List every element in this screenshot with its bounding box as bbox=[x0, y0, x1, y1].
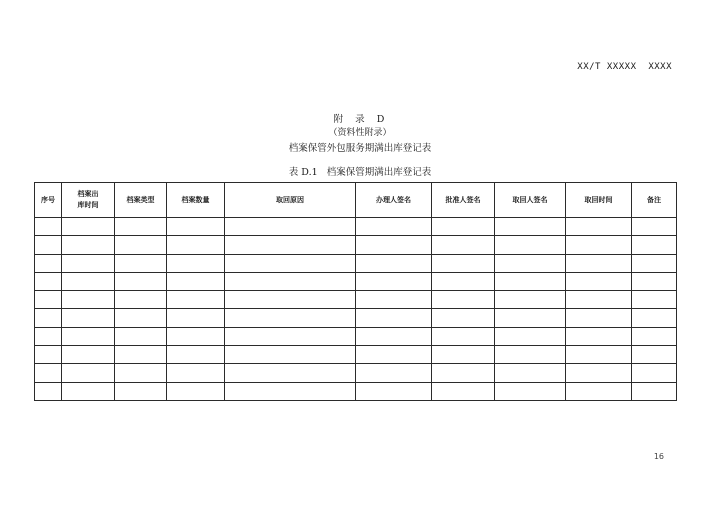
table-cell bbox=[167, 291, 225, 309]
table-cell bbox=[356, 291, 432, 309]
table-cell bbox=[35, 236, 62, 254]
table-cell bbox=[356, 218, 432, 236]
table-cell bbox=[62, 254, 115, 272]
col-header-archive-type: 档案类型 bbox=[115, 183, 167, 218]
table-cell bbox=[432, 364, 495, 382]
table-cell bbox=[495, 218, 566, 236]
table-cell bbox=[566, 346, 632, 364]
table-cell bbox=[115, 364, 167, 382]
table-cell bbox=[62, 382, 115, 400]
table-cell bbox=[115, 254, 167, 272]
table-cell bbox=[115, 272, 167, 290]
table-cell bbox=[167, 364, 225, 382]
table-cell bbox=[35, 218, 62, 236]
table-cell bbox=[495, 364, 566, 382]
col-header-approver-sign: 批准人签名 bbox=[432, 183, 495, 218]
page-number: 16 bbox=[653, 452, 664, 461]
table-cell bbox=[356, 236, 432, 254]
table-cell bbox=[35, 364, 62, 382]
table-cell bbox=[225, 291, 356, 309]
table-cell bbox=[62, 291, 115, 309]
table-body bbox=[35, 218, 677, 401]
table-cell bbox=[35, 346, 62, 364]
table-cell bbox=[632, 346, 677, 364]
table-cell bbox=[566, 272, 632, 290]
table-cell bbox=[495, 291, 566, 309]
table-cell bbox=[35, 254, 62, 272]
table-cell bbox=[432, 382, 495, 400]
table-cell bbox=[115, 218, 167, 236]
table-cell bbox=[356, 327, 432, 345]
table-cell bbox=[115, 291, 167, 309]
appendix-nature: （资料性附录） bbox=[328, 128, 392, 138]
table-cell bbox=[566, 236, 632, 254]
table-cell bbox=[35, 382, 62, 400]
table-row bbox=[35, 382, 677, 400]
table-cell bbox=[432, 309, 495, 327]
appendix-title: 档案保管外包服务期满出库登记表 bbox=[288, 143, 432, 154]
table-row bbox=[35, 291, 677, 309]
table-cell bbox=[495, 236, 566, 254]
table-cell bbox=[35, 291, 62, 309]
table-cell bbox=[62, 364, 115, 382]
table-cell bbox=[632, 382, 677, 400]
table-cell bbox=[432, 272, 495, 290]
table-cell bbox=[115, 309, 167, 327]
table-row bbox=[35, 236, 677, 254]
table-cell bbox=[566, 309, 632, 327]
col-header-out-time: 档案出 库时间 bbox=[62, 183, 115, 218]
table-cell bbox=[495, 272, 566, 290]
col-header-handler-sign: 办理人签名 bbox=[356, 183, 432, 218]
table-cell bbox=[566, 364, 632, 382]
table-cell bbox=[632, 291, 677, 309]
col-header-retrieve-time: 取回时间 bbox=[566, 183, 632, 218]
table-cell bbox=[356, 382, 432, 400]
table-cell bbox=[62, 327, 115, 345]
table-cell bbox=[62, 309, 115, 327]
table-cell bbox=[495, 382, 566, 400]
table-cell bbox=[225, 364, 356, 382]
table-cell bbox=[632, 327, 677, 345]
table-cell bbox=[115, 382, 167, 400]
table-caption: 表 D.1 档案保管期满出库登记表 bbox=[288, 167, 432, 178]
table-cell bbox=[566, 254, 632, 272]
standard-code: XX/T XXXXX XXXX bbox=[577, 62, 672, 72]
table-cell bbox=[62, 346, 115, 364]
table-cell bbox=[432, 218, 495, 236]
table-cell bbox=[225, 236, 356, 254]
table-header-row bbox=[35, 183, 677, 218]
table-row bbox=[35, 346, 677, 364]
table-cell bbox=[167, 272, 225, 290]
table-cell bbox=[167, 309, 225, 327]
table-cell bbox=[167, 254, 225, 272]
table-row bbox=[35, 254, 677, 272]
appendix-label: 附 录 D bbox=[333, 114, 387, 125]
table-cell bbox=[432, 291, 495, 309]
table-cell bbox=[225, 382, 356, 400]
table-cell bbox=[115, 346, 167, 364]
col-header-reason: 取回原因 bbox=[225, 183, 356, 218]
table-cell bbox=[495, 309, 566, 327]
table-row bbox=[35, 327, 677, 345]
table-cell bbox=[356, 254, 432, 272]
table-cell bbox=[495, 327, 566, 345]
table-cell bbox=[225, 309, 356, 327]
table-cell bbox=[225, 218, 356, 236]
table-row bbox=[35, 309, 677, 327]
table-cell bbox=[432, 346, 495, 364]
table-cell bbox=[62, 272, 115, 290]
table-cell bbox=[115, 327, 167, 345]
table-cell bbox=[566, 327, 632, 345]
table-cell bbox=[432, 254, 495, 272]
table-cell bbox=[566, 291, 632, 309]
table-cell bbox=[495, 346, 566, 364]
col-header-remarks: 备注 bbox=[632, 183, 677, 218]
table-cell bbox=[167, 327, 225, 345]
table-cell bbox=[225, 327, 356, 345]
table-cell bbox=[632, 218, 677, 236]
table-cell bbox=[167, 236, 225, 254]
table-cell bbox=[35, 309, 62, 327]
table-cell bbox=[632, 272, 677, 290]
table-row bbox=[35, 272, 677, 290]
table-cell bbox=[167, 382, 225, 400]
table-cell bbox=[35, 272, 62, 290]
table-cell bbox=[356, 309, 432, 327]
table-cell bbox=[167, 218, 225, 236]
table-cell bbox=[225, 346, 356, 364]
table-cell bbox=[62, 236, 115, 254]
table-cell bbox=[115, 236, 167, 254]
table-cell bbox=[632, 364, 677, 382]
table-cell bbox=[225, 254, 356, 272]
register-table bbox=[34, 182, 677, 401]
table-cell bbox=[632, 309, 677, 327]
table-cell bbox=[432, 236, 495, 254]
table-cell bbox=[432, 327, 495, 345]
table-cell bbox=[225, 272, 356, 290]
table-cell bbox=[632, 236, 677, 254]
table-cell bbox=[62, 218, 115, 236]
table-cell bbox=[566, 218, 632, 236]
table-cell bbox=[632, 254, 677, 272]
table-cell bbox=[495, 254, 566, 272]
table-cell bbox=[35, 327, 62, 345]
table-cell bbox=[566, 382, 632, 400]
table-cell bbox=[356, 272, 432, 290]
col-header-archive-count: 档案数量 bbox=[167, 183, 225, 218]
table-cell bbox=[356, 346, 432, 364]
table-row bbox=[35, 364, 677, 382]
table-cell bbox=[167, 346, 225, 364]
col-header-seq: 序号 bbox=[35, 183, 62, 218]
table-row bbox=[35, 218, 677, 236]
table-cell bbox=[356, 364, 432, 382]
col-header-retriever-sign: 取回人签名 bbox=[495, 183, 566, 218]
